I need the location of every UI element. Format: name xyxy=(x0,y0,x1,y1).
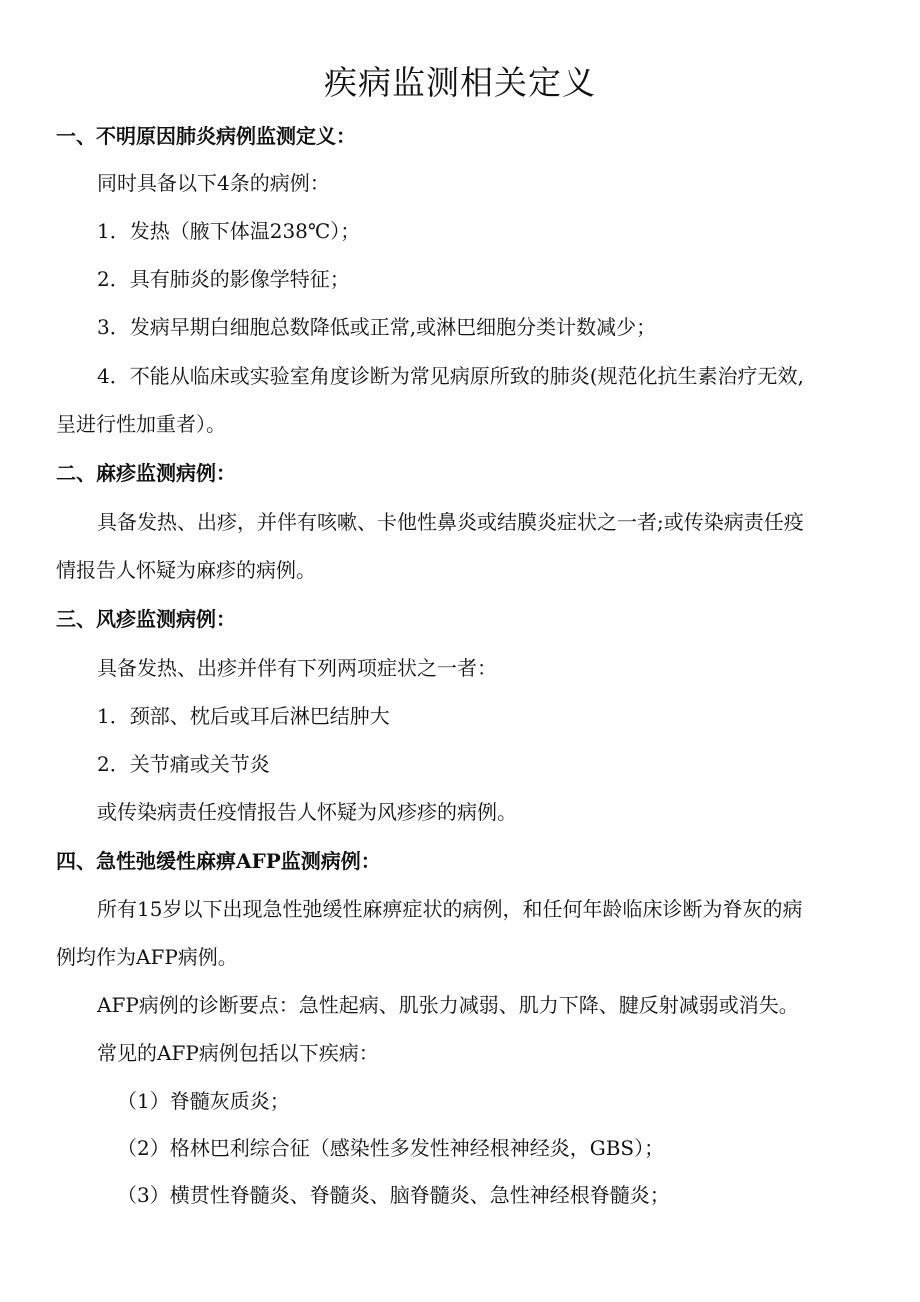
section1-intro: 同时具备以下4条的病例： xyxy=(97,171,330,195)
section4-diagnosis: AFP病例的诊断要点：急性起病、肌张力减弱、肌力下降、腱反射减弱或消失。 xyxy=(97,993,799,1017)
section4-disease-2: （2）格林巴利综合征（感染性多发性神经根神经炎，GBS）； xyxy=(117,1136,665,1160)
section1-heading: 一、不明原因肺炎病例监测定义： xyxy=(56,124,356,148)
section3-heading: 三、风疹监测病例： xyxy=(56,607,236,631)
section1-item-4: 4．不能从临床或实验室角度诊断为常见病原所致的肺炎(规范化抗生素治疗无效, xyxy=(97,364,804,388)
section4-common-intro: 常见的AFP病例包括以下疾病： xyxy=(97,1041,379,1065)
document-title: 疾病监测相关定义 xyxy=(324,63,596,102)
section3-item-2: 2．关节痛或关节炎 xyxy=(97,752,270,776)
section2-line-1: 具备发热、出疹，并伴有咳嗽、卡他性鼻炎或结膜炎症状之一者;或传染病责任疫 xyxy=(97,510,804,534)
section3-outro: 或传染病责任疫情报告人怀疑为风疹疹的病例。 xyxy=(97,800,517,824)
section1-item-1: 1．发热（腋下体温238℃）； xyxy=(97,219,361,243)
section3-intro: 具备发热、出疹并伴有下列两项症状之一者： xyxy=(97,656,497,680)
section3-item-1: 1．颈部、枕后或耳后淋巴结肿大 xyxy=(97,704,390,728)
section2-heading: 二、麻疹监测病例： xyxy=(56,461,236,485)
section1-item-3: 3．发病早期白细胞总数降低或正常,或淋巴细胞分类计数减少； xyxy=(97,315,657,339)
section4-line-1: 所有15岁以下出现急性弛缓性麻痹症状的病例，和任何年龄临床诊断为脊灰的病 xyxy=(97,897,803,921)
section4-disease-3: （3）横贯性脊髓炎、脊髓炎、脑脊髓炎、急性神经根脊髓炎； xyxy=(117,1183,670,1207)
section4-line-2: 例均作为AFP病例。 xyxy=(56,945,238,969)
section2-line-2: 情报告人怀疑为麻疹的病例。 xyxy=(56,558,316,582)
section1-item-4-continued: 呈进行性加重者）。 xyxy=(56,412,226,436)
section4-heading: 四、急性弛缓性麻痹AFP监测病例： xyxy=(56,849,381,873)
section1-item-2: 2．具有肺炎的影像学特征； xyxy=(97,267,350,291)
section4-disease-1: （1）脊髓灰质炎； xyxy=(117,1089,290,1113)
